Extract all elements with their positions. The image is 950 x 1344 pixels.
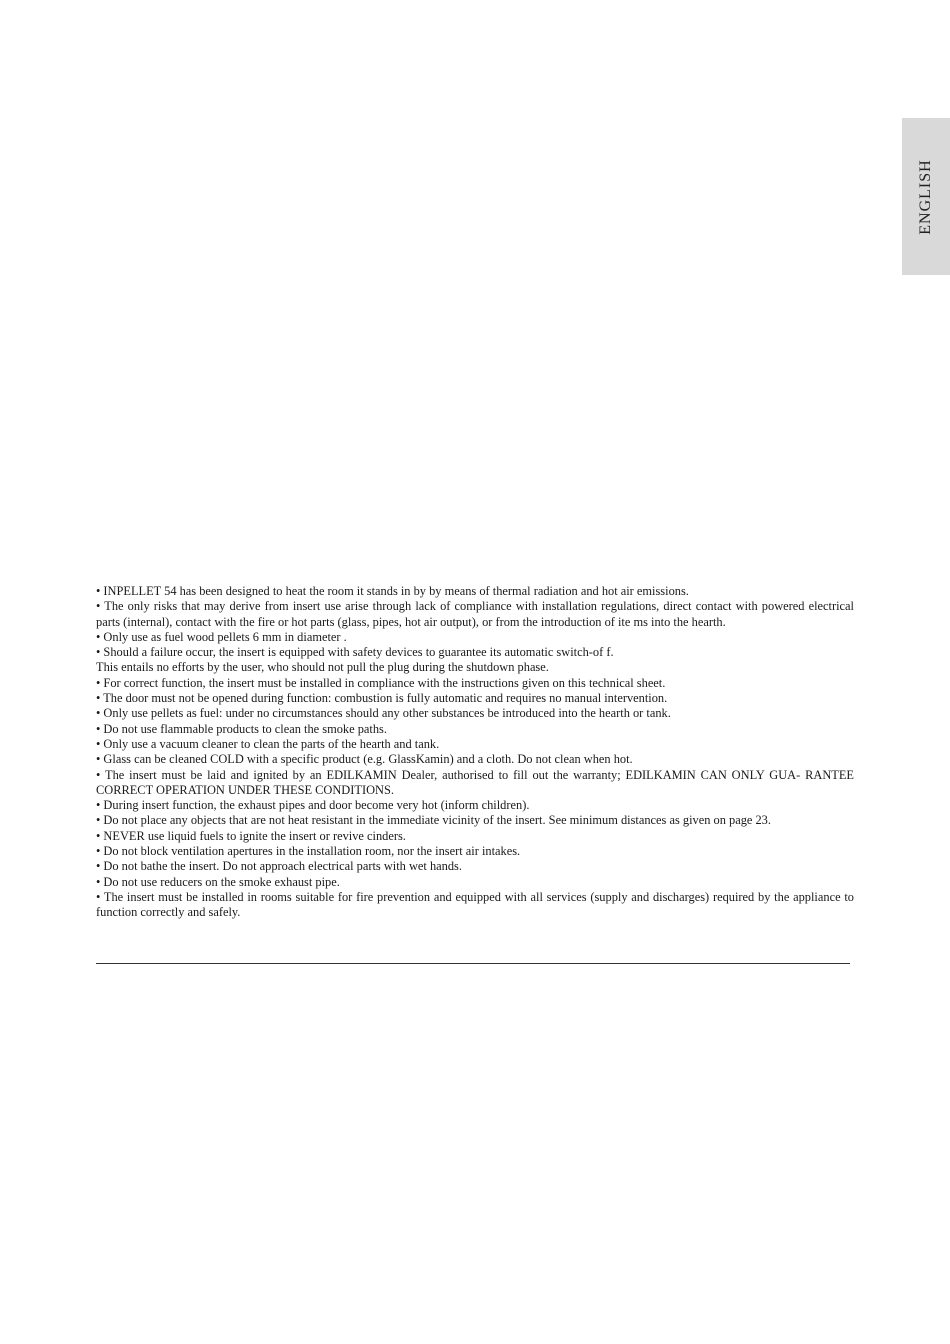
- language-tab-label: ENGLISH: [917, 158, 934, 235]
- safety-note: • Only use as fuel wood pellets 6 mm in diameter .: [96, 629, 347, 644]
- safety-note: • Glass can be cleaned COLD with a specific product (e.g. GlassKamin) and a cloth. Do not clean when hot.: [96, 752, 633, 767]
- safety-note: • Only use pellets as fuel: under no circumstances should any other substances be introduced into the hearth or tank.: [96, 706, 671, 721]
- safety-note: • Do not place any objects that are not heat resistant in the immediate vicinity of the insert. See minimum distances as given on page 23.: [96, 813, 771, 828]
- safety-note: • The insert must be installed in rooms suitable for fire prevention and equipped with all services (supply and discharges) required by the appliance to function correctly and safely.: [96, 889, 854, 920]
- safety-note: • Do not use flammable products to clean the smoke paths.: [96, 721, 387, 736]
- safety-notes: [96, 584, 854, 921]
- safety-note: • Only use a vacuum cleaner to clean the parts of the hearth and tank.: [96, 736, 440, 751]
- safety-note: • Do not block ventilation apertures in the installation room, nor the insert air intakes.: [96, 844, 521, 859]
- safety-note: • The door must not be opened during function: combustion is fully automatic and requires no manual intervention.: [96, 691, 668, 706]
- safety-note: • INPELLET 54 has been designed to heat the room it stands in by by means of thermal radiation and hot air emissions.: [96, 584, 689, 598]
- safety-note-continuation: This entails no efforts by the user, who should not pull the plug during the shutdown phase.: [96, 660, 549, 675]
- safety-note: • During insert function, the exhaust pipes and door become very hot (inform children).: [96, 798, 530, 813]
- safety-note: • Do not use reducers on the smoke exhaust pipe.: [96, 874, 340, 889]
- safety-note: • Do not bathe the insert. Do not approach electrical parts with wet hands.: [96, 859, 462, 874]
- safety-note: • Should a failure occur, the insert is equipped with safety devices to guarantee its automatic switch-of f.: [96, 645, 614, 660]
- safety-note: • The only risks that may derive from insert use arise through lack of compliance with installation regulations, direct contact with powered electrical parts (internal), contact with the fire or hot parts (glass, pipes, hot air output), or from the introduction of ite ms into the hearth.: [96, 599, 854, 629]
- safety-note: • NEVER use liquid fuels to ignite the insert or revive cinders.: [96, 828, 406, 843]
- safety-note: • For correct function, the insert must be installed in compliance with the instructions given on this technical sheet.: [96, 675, 666, 690]
- language-tab: [902, 118, 950, 275]
- section-divider: [96, 963, 850, 964]
- safety-note: • The insert must be laid and ignited by an EDILKAMIN Dealer, authorised to fill out the warranty; EDILKAMIN CAN ONLY GUA- RANTEE CORRECT OPERATION UNDER THESE CONDITIONS.: [96, 767, 854, 797]
